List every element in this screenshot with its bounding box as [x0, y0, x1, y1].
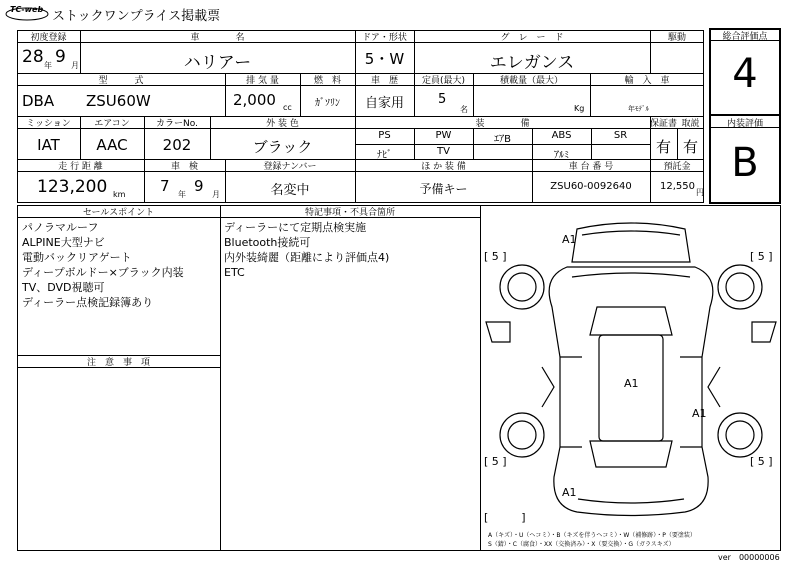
header-equipment: 装 備	[475, 119, 530, 129]
list-item: ETC	[224, 266, 245, 279]
tc-web-logo: TC-web	[4, 4, 50, 22]
import-note: 年ﾓﾃﾞﾙ	[628, 105, 649, 113]
list-item: Bluetooth接続可	[224, 236, 311, 249]
mission-value: IAT	[37, 136, 60, 154]
list-item: ディーラーにて定期点検実施	[224, 221, 367, 234]
first-registration-value: 28 年 9 月	[22, 47, 79, 70]
damage-mark-right: A1	[692, 407, 707, 420]
version-label: ver 00000006	[718, 553, 780, 562]
recycle-deposit-value: 12,550 円	[660, 181, 704, 197]
equipment-item: PS	[378, 130, 391, 141]
header-import: 輸 入 車	[624, 76, 670, 86]
history-value: 自家用	[364, 96, 404, 111]
header-interior-score: 内装評価	[726, 119, 763, 129]
equipment-item: SR	[613, 130, 628, 141]
list-item: ディーラー点検記録簿あり	[22, 296, 154, 309]
fuel-value: ｶﾞｿﾘﾝ	[315, 98, 340, 109]
chassis-number-value: ZSU60-0092640	[550, 181, 632, 192]
model-value: ZSU60W	[86, 92, 151, 110]
equipment-item: ABS	[551, 130, 572, 141]
header-fuel: 燃 料	[313, 76, 341, 86]
list-item: パノラマルーフ	[22, 221, 99, 234]
tire-depth-front-left: [ 5 ]	[484, 250, 507, 263]
header-capacity: 定員(最大)	[421, 76, 466, 86]
header-load: 積載量（最大）	[499, 76, 563, 86]
header-aircon: エアコン	[94, 119, 130, 129]
page-title: ストックワンプライス掲載票	[52, 9, 221, 24]
warranty-value: 有	[655, 138, 671, 156]
special-notes-title: 特記事項・不具合箇所	[304, 208, 395, 218]
list-item: ディープボルドー×ブラック内装	[22, 266, 184, 279]
tire-depth-rear-left: [ 5 ]	[484, 455, 507, 468]
list-item: TV、DVD視聴可	[22, 281, 105, 294]
displacement-value: 2,000 cc	[233, 91, 292, 112]
header-mileage: 走 行 距 離	[58, 162, 103, 172]
header-grade: グ レ ー ド	[500, 33, 564, 43]
header-displacement: 排 気 量	[246, 76, 279, 86]
header-car-name: 車 名	[190, 33, 245, 43]
car-damage-diagram	[482, 207, 780, 527]
other-equipment-value: 予備キー	[419, 182, 468, 196]
sales-points-list	[22, 220, 184, 310]
door-value: 5・W	[364, 50, 405, 68]
equipment-item: ｴｱB	[494, 134, 511, 145]
header-exterior-color: 外 装 色	[266, 119, 299, 129]
car-name-value: ハリアー	[183, 53, 252, 73]
load-unit: Kg	[574, 104, 585, 113]
plate-value: 名変中	[270, 183, 310, 198]
damage-mark-center: A1	[624, 377, 639, 390]
color-no-value: 202	[162, 136, 192, 154]
exterior-color-value: ブラック	[252, 138, 313, 156]
grade-value: エレガンス	[489, 53, 575, 73]
special-notes-list	[224, 220, 389, 280]
header-drive: 駆動	[667, 33, 686, 43]
header-total-score: 総合評価点	[722, 32, 768, 42]
header-warranty: 保証書	[650, 119, 678, 129]
equipment-item: ｱﾙﾐ	[554, 150, 569, 161]
legend-line-1: A（キズ）・U（ヘコミ）・B（キズを伴うヘコミ）・W（補修跡）・P（要塗装）	[488, 532, 696, 539]
manual-value: 有	[682, 138, 698, 156]
header-other-equipment: ほ か 装 備	[421, 162, 466, 172]
interior-score-value: B	[731, 140, 759, 186]
tire-depth-front-right: [ 5 ]	[750, 250, 773, 263]
header-mission: ミッション	[26, 119, 71, 129]
header-history: 車 歴	[370, 76, 398, 86]
mileage-value: 123,200 km	[37, 177, 126, 199]
equipment-item: ﾅﾋﾞ	[377, 150, 392, 161]
inspection-value: 7 年 9 月	[160, 177, 220, 199]
aircon-value: AAC	[96, 136, 128, 154]
total-score-value: 4	[732, 51, 758, 97]
header-chassis-number: 車 台 番 号	[568, 162, 614, 172]
sales-points-title: セールスポイント	[82, 208, 155, 218]
spare-bracket: [ ]	[484, 511, 526, 524]
header-model: 型 式	[98, 76, 144, 86]
header-first-registration: 初度登録	[30, 33, 67, 43]
list-item: ALPINE大型ナビ	[22, 236, 105, 249]
capacity-value: 5 名	[438, 92, 468, 114]
equipment-item: TV	[437, 146, 450, 157]
damage-mark-rear: A1	[562, 486, 577, 499]
legend-line-2: S（錆）・C（腐食）・XX（交換済み）・X（要交換）・G（ガラスキズ）	[488, 541, 675, 548]
tire-depth-rear-right: [ 5 ]	[750, 455, 773, 468]
list-item: 電動バックリアゲート	[22, 251, 132, 264]
header-recycle-deposit: 預託金	[663, 162, 691, 172]
equipment-item: PW	[435, 130, 452, 141]
header-manual: 取説	[681, 119, 700, 129]
header-door: ドア・形状	[362, 33, 407, 43]
model-prefix-value: DBA	[22, 92, 55, 110]
damage-mark-front: A1	[562, 233, 577, 246]
list-item: 内外装綺麗（距離により評価点4)	[224, 251, 390, 264]
header-inspection: 車 検	[170, 162, 198, 172]
header-plate: 登録ナンバー	[263, 162, 317, 172]
notes-title: 注 意 事 項	[86, 358, 150, 368]
header-color-no: カラーNo.	[156, 119, 198, 129]
